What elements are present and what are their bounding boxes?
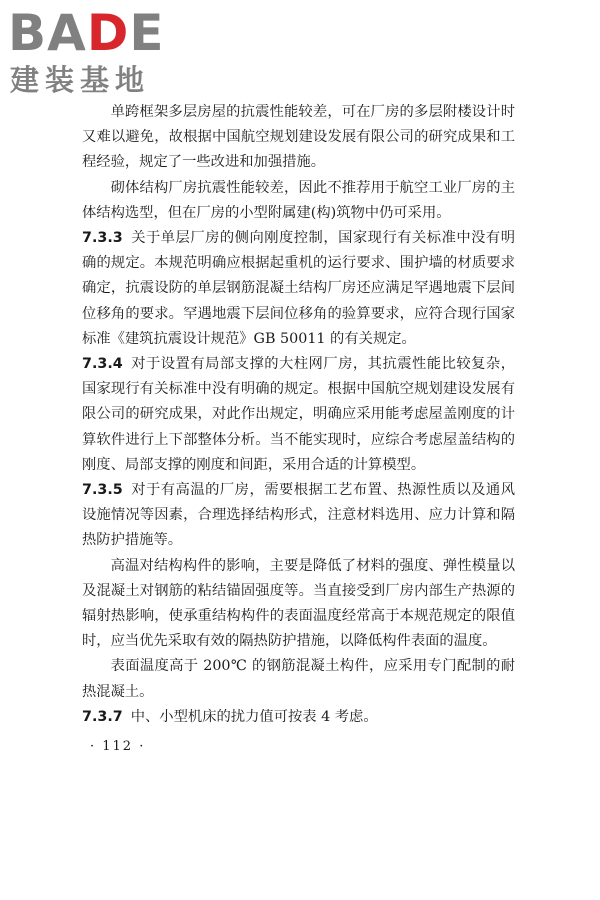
clause-number: 7.3.4 (82, 356, 123, 373)
clause-number: 7.3.7 (82, 708, 123, 725)
paragraph: 表面温度高于 200℃ 的钢筋混凝土构件，应采用专门配制的耐热混凝土。 (82, 658, 515, 700)
paragraph: 高温对结构构件的影响，主要是降低了材料的强度、弹性模量以及混凝土对钢筋的粘结锚固强度等。当直接受到厂房内部生产热源的辐射热影响，使承重结构构件的表面温度经常高于本规范规定的限值时，应当优先采取有效的隔热防护措施，以降低构件表面的温度。 (82, 557, 515, 650)
clause-number: 7.3.5 (82, 482, 123, 499)
brand-suffix: E (129, 4, 165, 62)
clause-7-3-4 (82, 352, 515, 478)
clause-text: 中、小型机床的扰力值可按表 4 考虑。 (130, 708, 378, 725)
clause-text: 对于设置有局部支撑的大柱网厂房，其抗震性能比较复杂，国家现行有关标准中没有明确的规定。根据中国航空规划建设发展有限公司的研究成果，对此作出规定，明确应采用能考虑屋盖刚度的计算软件进行上下部整体分析。当不能实现时，应综合考虑屋盖结构的刚度、局部支撑的刚度和间距，采用合适的计算模型。 (82, 356, 515, 473)
paragraph: 砌体结构厂房抗震性能较差，因此不推荐用于航空工业厂房的主体结构选型，但在厂房的小型附属建(构)筑物中仍可采用。 (82, 179, 515, 221)
bade-watermark (8, 6, 183, 98)
clause-7-3-7 (82, 705, 515, 730)
clause-text: 关于单层厂房的侧向刚度控制，国家现行有关标准中没有明确的规定。本规范明确应根据起重机的运行要求、围护墙的材质要求确定，抗震设防的单层钢筋混凝土结构厂房还应满足罕遇地震下层间位移角的要求。罕遇地震下层间位移角的验算要求，应符合现行国家标准《建筑抗震设计规范》GB 50011 的有关规定。 (82, 230, 515, 347)
clause-7-3-5 (82, 478, 515, 554)
document-body (82, 100, 515, 759)
brand-accent-letter: D (86, 4, 130, 62)
clause-text: 对于有高温的厂房，需要根据工艺布置、热源性质以及通风设施情况等因素，合理选择结构形式，注意材料选用、应力计算和隔热防护措施等。 (82, 482, 515, 549)
clause-7-3-3 (82, 226, 515, 352)
brand-tagline: 建装基地 (10, 63, 151, 97)
clause-number: 7.3.3 (82, 230, 123, 247)
page-number: · 112 · (90, 739, 146, 755)
brand-logo (8, 6, 164, 60)
paragraph: 单跨框架多层房屋的抗震性能较差，可在厂房的多层附楼设计时又难以避免，故根据中国航空规划建设发展有限公司的研究成果和工程经验，规定了一些改进和加强措施。 (82, 104, 515, 171)
brand-prefix: BA (8, 4, 87, 62)
